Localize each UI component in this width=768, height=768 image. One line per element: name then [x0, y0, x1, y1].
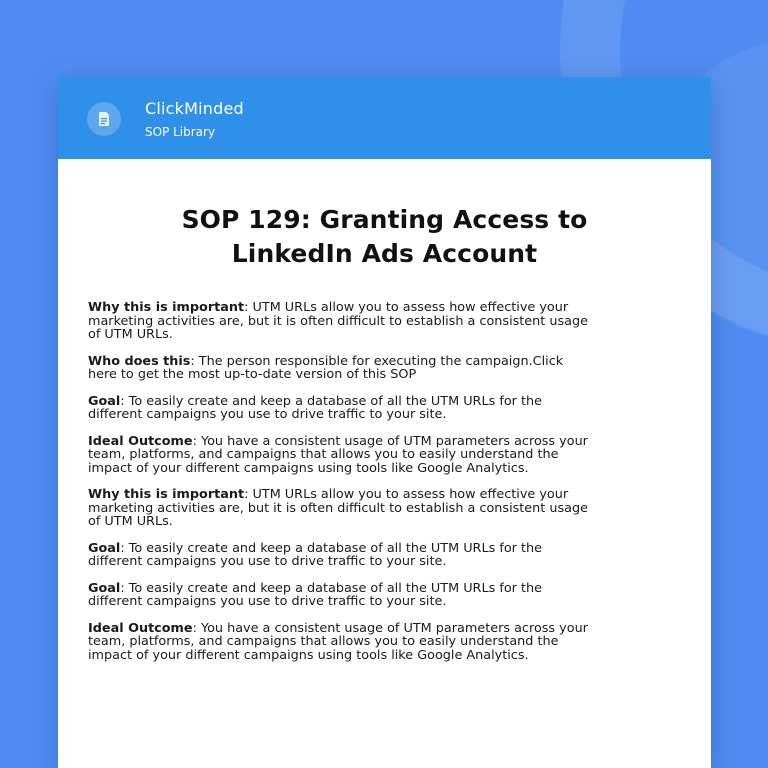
paragraph-label: Goal — [88, 393, 121, 409]
paragraph-text: : The person responsible for executing the campaign.Click here to get the most up-to-date version of this SOP — [88, 353, 564, 382]
paragraph-text: : UTM URLs allow you to assess how effective your marketing activities are, but it is often difficult to establish a consistent usage of UTM URLs. — [88, 487, 588, 529]
document-title — [58, 203, 711, 271]
paragraph — [88, 582, 588, 609]
paragraph-label: Ideal Outcome — [88, 620, 193, 636]
paragraph-label: Why this is important — [88, 300, 245, 315]
brand-name: ClickMinded — [145, 99, 244, 118]
document-title-line-2: LinkedIn Ads Account — [231, 239, 538, 268]
paragraph-text: : UTM URLs allow you to assess how effective your marketing activities are, but it is often difficult to establish a consistent usage of UTM URLs. — [88, 300, 588, 342]
paragraph — [88, 301, 588, 342]
paragraph-label: Goal — [88, 540, 121, 556]
paragraph-label: Goal — [88, 580, 121, 596]
document-title-line-1: SOP 129: Granting Access to — [181, 205, 588, 234]
paragraph-label: Ideal Outcome — [88, 433, 193, 449]
paragraph — [88, 622, 588, 663]
paragraph-label: Who does this — [88, 353, 191, 369]
paragraph-text: : To easily create and keep a database of all the UTM URLs for the different campaigns you use to drive traffic to your site. — [88, 580, 542, 609]
paragraph — [88, 488, 588, 529]
paragraph — [88, 355, 588, 382]
document-body — [88, 301, 588, 675]
paragraph-text: : You have a consistent usage of UTM parameters across your team, platforms, and campaigns that allows you to easily understand the impact of your different campaigns using tools like Google Analytics. — [88, 620, 588, 663]
paragraph — [88, 435, 588, 476]
paragraph — [88, 395, 588, 422]
brand-subtitle: SOP Library — [145, 125, 216, 139]
paragraph-text: : To easily create and keep a database of all the UTM URLs for the different campaigns you use to drive traffic to your site. — [88, 540, 542, 569]
card-header — [58, 77, 711, 159]
paragraph-text: : You have a consistent usage of UTM parameters across your team, platforms, and campaigns that allows you to easily understand the impact of your different campaigns using tools like Google Analytics. — [88, 433, 588, 476]
paragraph — [88, 542, 588, 569]
paragraph-text: : To easily create and keep a database of all the UTM URLs for the different campaigns you use to drive traffic to your site. — [88, 393, 542, 422]
document-icon — [87, 102, 121, 136]
paragraph-label: Why this is important — [88, 487, 245, 502]
